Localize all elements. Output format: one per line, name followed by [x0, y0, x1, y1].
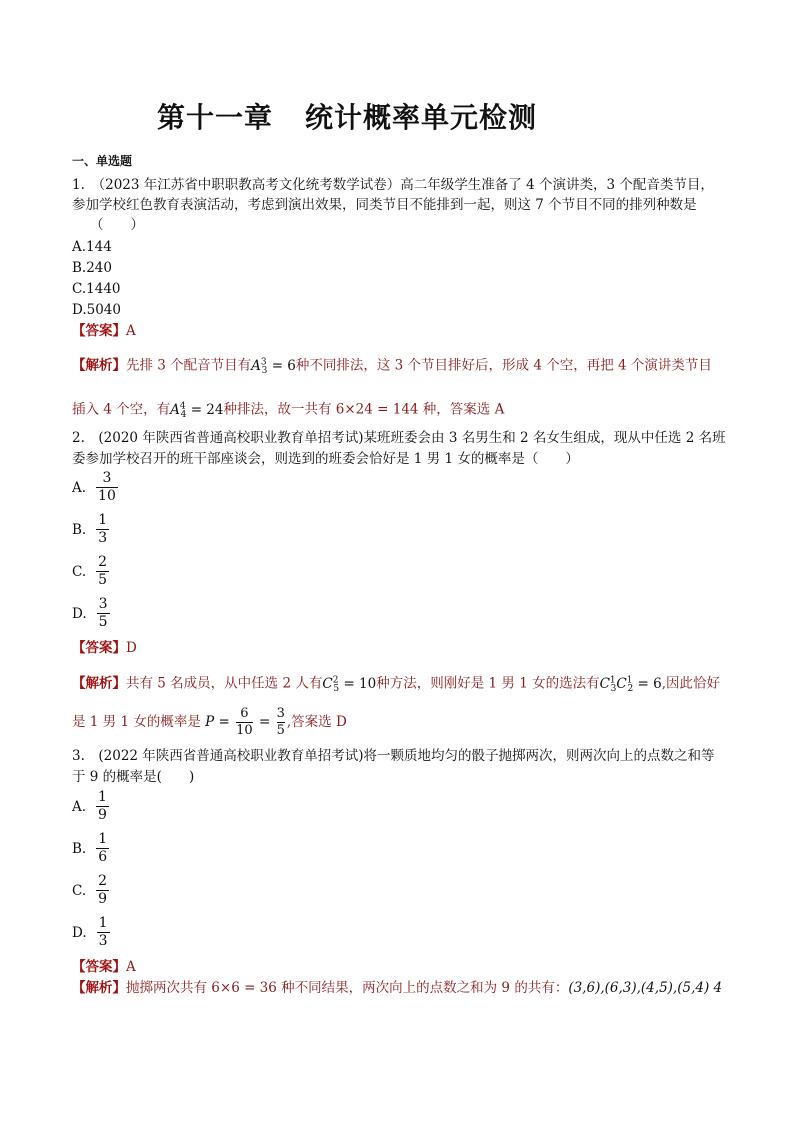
q2-option-d: D. $\frac{3}{5}$	[72, 596, 108, 630]
q2-analysis-line1: 【解析】共有 5 名成员，从中任选 2 人有$C^2_5 = 10$种方法，则刚好是 1 男 1 女的选法有$C^1_3C^1_2 = 6$,因此恰好	[72, 675, 720, 695]
fraction: $\frac{1}{3}$	[98, 915, 108, 949]
fraction: $\frac{1}{6}$	[98, 831, 108, 865]
q1-analysis-line2: 插入 4 个空，有$A^4_4 = 24$种排法，故一共有 6×24 = 144 种，答案选 A	[72, 401, 505, 421]
q2-option-b: B. $\frac{1}{3}$	[72, 512, 108, 546]
q3-option-c: C. $\frac{2}{9}$	[72, 873, 108, 907]
q1-option-c: C.1440	[72, 281, 121, 297]
fraction: $\frac{3}{5}$	[276, 706, 285, 738]
q1-option-a: A.144	[72, 239, 112, 255]
fraction: $\frac{2}{5}$	[98, 554, 108, 588]
q2-math-c31c21: $C^1_3C^1_2 = 6$	[599, 675, 662, 695]
q1-math-a44: $A^4_4 = 24$	[170, 401, 224, 421]
chapter-name: 统计概率单元检测	[305, 101, 538, 134]
q2-math-c52: $C^2_5 = 10$	[322, 675, 377, 695]
q1-analysis-line1: 【解析】先排 3 个配音节目有$A^3_3 = 6$种不同排法，这 3 个节目排好后，形成 4 个空，再把 4 个演讲类节目	[72, 357, 712, 377]
q1-stem-line1: 1. （2023 年江苏省中职职教高考文化统考数学试卷）高二年级学生准备了 4 个演讲类，3 个配音类节目，	[72, 177, 714, 193]
q1-option-d: D.5040	[72, 302, 121, 318]
section-heading: 一、单选题	[72, 154, 133, 168]
q3-option-b: B. $\frac{1}{6}$	[72, 831, 108, 865]
q1-stem-line3: （ ）	[90, 217, 144, 233]
fraction: $\frac{6}{10}$	[236, 706, 253, 738]
fraction: $\frac{1}{9}$	[98, 789, 107, 823]
fraction: $\frac{3}{5}$	[98, 596, 108, 630]
q1-math-a33: $A^3_3 = 6$	[251, 357, 296, 377]
q2-analysis-line2: 是 1 男 1 女的概率是 P = $\frac{6}{10}$ = $\frac{3}{5}$ ,答案选 D	[72, 706, 347, 738]
q2-stem-line2: 委参加学校召开的班干部座谈会，则选到的班委会恰好是 1 男 1 女的概率是（ ）	[72, 451, 579, 467]
chapter-label: 第十一章	[156, 101, 273, 134]
q3-stem-line1: 3. (2022 年陕西省普通高校职业教育单招考试)将一颗质地均匀的骰子抛掷两次，则两次向上的点数之和等	[72, 748, 715, 764]
q3-analysis-line1: 【解析】抛掷两次共有 6×6 = 36 种不同结果，两次向上的点数之和为 9 的共有：(3,6),(6,3),(4,5),(5,4) 4	[72, 980, 723, 996]
fraction: $\frac{2}{9}$	[98, 873, 108, 907]
fraction: $\frac{3}{10}$	[98, 470, 116, 504]
q2-option-c: C. $\frac{2}{5}$	[72, 554, 108, 588]
q3-math-pairs: (3,6),(6,3),(4,5),(5,4) 4	[568, 980, 723, 996]
fraction: $\frac{1}{3}$	[98, 512, 108, 546]
q1-option-b: B.240	[72, 260, 112, 276]
q1-answer: 【答案】A	[72, 323, 136, 339]
q1-stem-line2: 参加学校红色教育表演活动，考虑到演出效果，同类节目不能排到一起，则这 7 个节目不同的排列种数是	[72, 197, 697, 213]
q3-stem-line2: 于 9 的概率是( )	[72, 769, 195, 785]
q3-answer: 【答案】A	[72, 959, 136, 975]
q3-option-d: D. $\frac{1}{3}$	[72, 915, 108, 949]
q2-stem-line1: 2. (2020 年陕西省普通高校职业教育单招考试)某班班委会由 3 名男生和 2 名女生组成，现从中任选 2 名班	[72, 430, 726, 446]
q2-answer: 【答案】D	[72, 640, 137, 656]
q3-option-a: A. $\frac{1}{9}$	[72, 789, 107, 823]
q2-option-a: A. $\frac{3}{10}$	[72, 470, 116, 504]
page-title	[0, 96, 694, 136]
